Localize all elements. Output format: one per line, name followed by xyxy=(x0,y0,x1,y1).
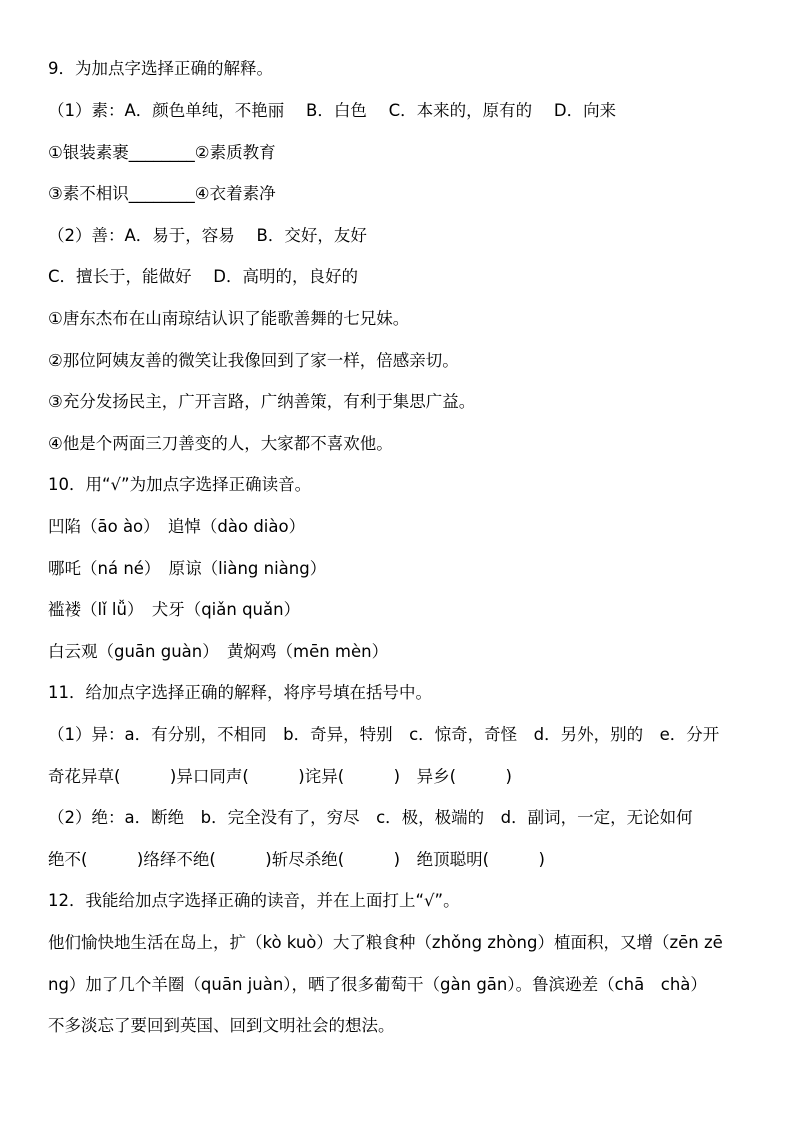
q11-part2-blanks: 绝不( )络绎不绝( )斩尽杀绝( ) 绝顶聪明( ) xyxy=(48,850,545,869)
q9-part2-options-ab: （2）善：A．易于，容易 B．交好，友好 xyxy=(48,226,367,245)
q10-title: 10．用“√”为加点字选择正确读音。 xyxy=(48,475,312,494)
q9-title: 9．为加点字选择正确的解释。 xyxy=(48,59,273,78)
q9-part2-sentence-1: ①唐东杰布在山南琼结认识了能歌善舞的七兄妹。 xyxy=(48,309,410,328)
q11-part1-options: （1）异：a．有分别，不相同 b．奇异，特别 c．惊奇，奇怪 d．另外，别的 e．分开 xyxy=(48,725,720,744)
q9-part2-sentence-3: ③充分发扬民主，广开言路，广纳善策，有利于集思广益。 xyxy=(48,392,476,411)
q9-part1-item-3-4: ③素不相识________④衣着素净 xyxy=(48,184,276,203)
q11-part1-blanks: 奇花异草( )异口同声( )诧异( ) 异乡( ) xyxy=(48,767,512,786)
q11-part2-options: （2）绝：a．断绝 b．完全没有了，穷尽 c．极，极端的 d．副词，一定，无论如何 xyxy=(48,808,693,827)
q12-passage-line-3: 不多淡忘了要回到英国、回到文明社会的想法。 xyxy=(48,1016,395,1035)
q9-part2-options-cd: C．擅长于，能做好 D．高明的，良好的 xyxy=(48,267,358,286)
q9-part2-sentence-4: ④他是个两面三刀善变的人，大家都不喜欢他。 xyxy=(48,434,393,453)
q12-passage-line-1: 他们愉快地生活在岛上，扩（kò kuò）大了粮食种（zhǒng zhòng）植面积，又增（zēn zē xyxy=(48,933,723,952)
q9-part1-options: （1）素：A．颜色单纯，不艳丽 B．白色 C．本来的，原有的 D．向来 xyxy=(48,101,617,120)
q10-row-1: 凹陷（āo ào） 追悼（dào diào） xyxy=(48,517,306,536)
q12-passage-line-2: ng）加了几个羊圈（quān juàn），晒了很多葡萄干（gàn gān）。鲁滨逊差（chā chà） xyxy=(48,975,707,994)
q10-row-3: 褴褛（lǐ lǚ） 犬牙（qiǎn quǎn） xyxy=(48,600,301,619)
q11-title: 11．给加点字选择正确的解释，将序号填在括号中。 xyxy=(48,683,432,702)
q12-title: 12．我能给加点字选择正确的读音，并在上面打上“√”。 xyxy=(48,891,460,910)
q9-part1-item-1-2: ①银装素裹________②素质教育 xyxy=(48,143,276,162)
q9-part2-sentence-2: ②那位阿姨友善的微笑让我像回到了家一样，倍感亲切。 xyxy=(48,351,459,370)
q10-row-4: 白云观（guān guàn） 黄焖鸡（mēn mèn） xyxy=(48,642,389,661)
q10-row-2: 哪吒（ná né） 原谅（liàng niàng） xyxy=(48,559,327,578)
